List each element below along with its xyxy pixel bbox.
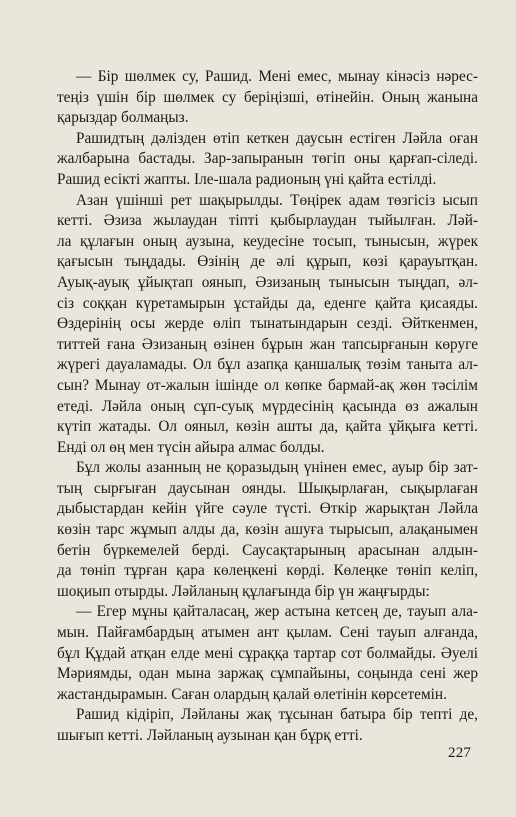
text-line: кетті. Әзиза жылаудан тіпті қыбырлаудан тыйылған. Ләй- (57, 212, 478, 230)
text-line: Рашид кідіріп, Ләйланы жақ тұсынан батыра бір тепті де, (76, 706, 478, 724)
text-line: сіз соққан күретамырын ұстайды да, еденге қайта қисаяды. (57, 294, 478, 312)
text-line: бұл Құдай атқан елде мені сұраққа тартар сот болмайды. Әуелі (57, 644, 478, 662)
text-line: жастандырамын. Саған олардың қалай өлетінін көрсетемін. (57, 685, 447, 703)
text-line: бетін бүркемелей берді. Саусақтарының арасынан алдын- (57, 541, 478, 559)
text-line: Енді ол өң мен түсін айыра алмас болды. (57, 438, 325, 456)
text-line: сын? Мынау от-жалын ішінде ол көпке бармай-ақ жөн тәсілім (57, 376, 478, 394)
text-line: Мәриямды, одан мына заржақ сұмпайыны, соңында сені жер (57, 665, 478, 683)
text-line: қағысын тыңдады. Өзінің де әлі құрып, көзі қарауытқан. (57, 253, 478, 271)
text-line: — Бір шөлмек су, Рашид. Мені емес, мынау кінәсіз нәрес- (76, 68, 478, 85)
text-line: дыбыстардан кейін үйге сәуле түсті. Өткір жарықтан Ләйла (57, 500, 478, 518)
text-line: шоқиып отырды. Ләйланың құлағында бір үн жаңғырды: (57, 582, 430, 600)
text-line: — Егер мұны қайталасаң, жер астына кетсең де, тауып ала- (76, 603, 478, 621)
text-line: жалбарына бастады. Зар-запыранын төгіп оны қарғап-сіледі. (57, 150, 478, 168)
text-line: көзін тарс жұмып алды да, көзін ашуға тырысып, алақанымен (57, 521, 478, 539)
text-line: теңіз үшін бір шөлмек су беріңізші, өтінейін. Оның жанына (57, 88, 478, 106)
text-line: Өздерінің осы жерде өліп тынатындарын сезді. Әйткенмен, (57, 315, 478, 333)
text-line: Рашид есікті жапты. Іле-шала радионың үні қайта естілді. (57, 170, 437, 188)
text-line: тың сырғыған даусынан оянды. Шықырлаған, сықырлаған (57, 479, 478, 497)
text-line: жүрегі дауаламады. Ол бұл азапқа қаншалық төзім таныта ал- (57, 356, 478, 374)
text-line: титтей ғана Әзизаның өзінен бұрын жан тапсырғанын көруге (57, 335, 478, 353)
page-number: 227 (448, 745, 472, 761)
text-line: да төніп тұрған қара көлеңкені көрді. Көлеңке төніп келіп, (57, 562, 478, 580)
text-line: ла құлағын оның аузына, кеудесіне тосып, тынысын, жүрек (57, 232, 478, 250)
text-line: Рашидтың дәлізден өтіп кеткен даусын естіген Ләйла оған (76, 129, 478, 147)
text-line: Азан үшінші рет шақырылды. Төңірек адам төзгісіз ысып (76, 191, 478, 209)
text-line: Бұл жолы азанның не қоразыдың үнінен емес, ауыр бір зат- (76, 459, 478, 477)
text-line: етеді. Ләйла оның сұп-суық мүрдесінің қасында өз ажалын (57, 397, 478, 415)
text-line: қарыздар болмаңыз. (57, 109, 189, 127)
page-body-text (57, 67, 478, 747)
text-line: күтіп жатады. Ол ояныл, көзін ашты да, қайта ұйқыға кетті. (57, 418, 478, 436)
text-line: Ауық-ауық ұйықтап оянып, Әзизаның тынысын тыңдап, әл- (57, 273, 478, 291)
text-line: шығып кетті. Ләйланың аузынан қан бұрқ етті. (57, 727, 363, 744)
text-line: мын. Пайғамбардың атымен ант қылам. Сені тауып алғанда, (57, 624, 478, 642)
